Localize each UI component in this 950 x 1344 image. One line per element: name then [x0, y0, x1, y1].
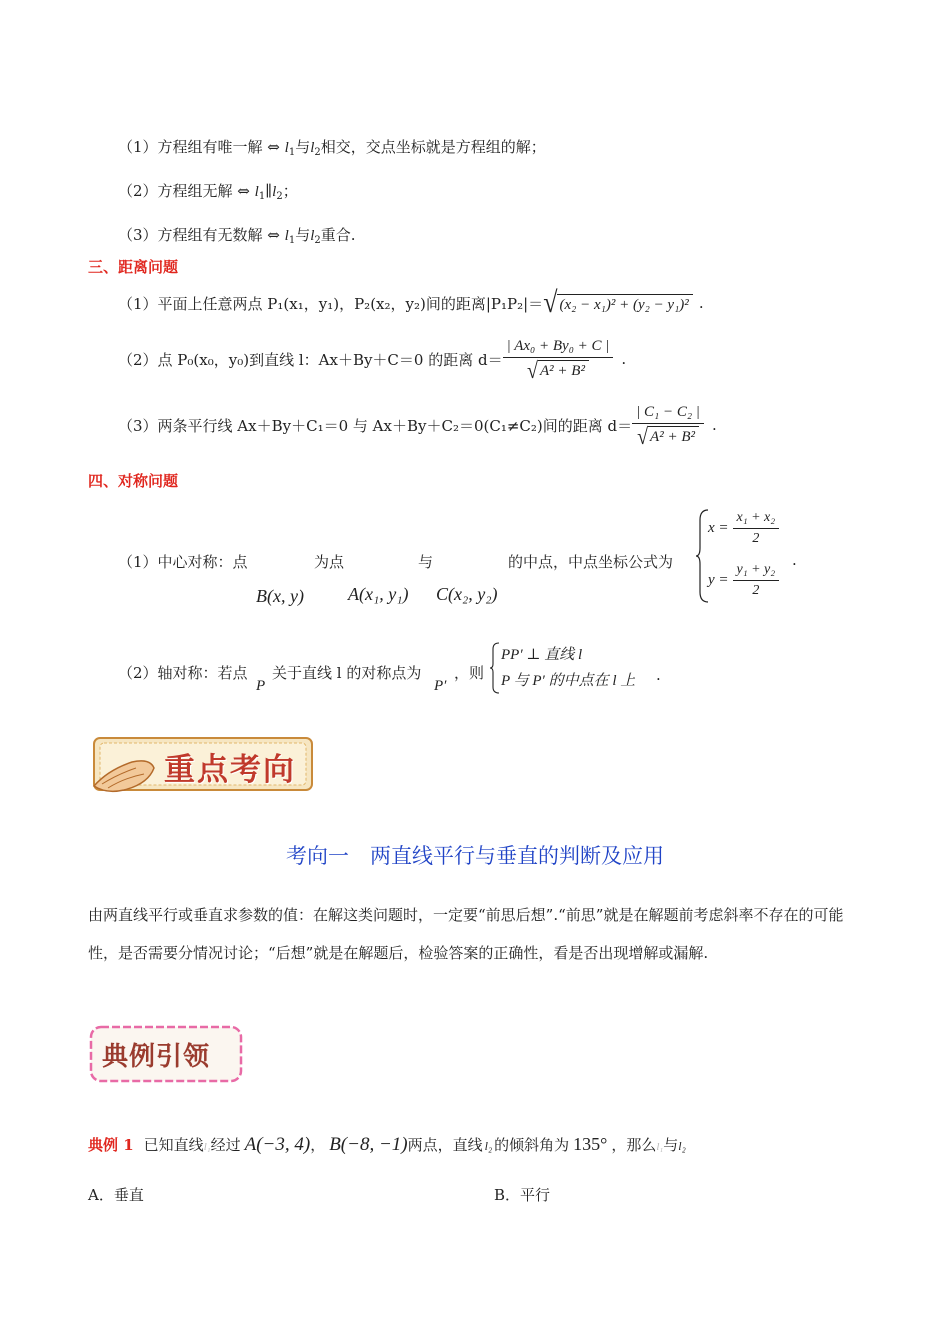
distance-item-1: （1）平面上任意两点 P₁(x₁，y₁)，P₂(x₂，y₂)间的距离|P₁P₂|＝ √ (x₂ − x₁)² + (y₂ − y₁)² . [118, 285, 704, 320]
midpoint-end: . [792, 551, 797, 569]
point-p-prime: P′ [434, 678, 447, 694]
axis-symmetry-cases: PP′ ⊥ 直线 l P 与 P′ 的中点在 l 上 [501, 647, 636, 689]
topic-title: 考向一 两直线平行与垂直的判断及应用 [286, 844, 664, 868]
point-a: A(x₁, y₁) [348, 584, 409, 604]
banner-text: 重点考向 [164, 752, 296, 788]
distance-item-3: （3）两条平行线 Ax＋By＋C₁＝0 与 Ax＋By＋C₂＝0(C₁≠C₂)间的距离 d＝ | C₁ − C₂ | √ A² + B² . [118, 404, 717, 450]
section-title-distance: 三、距离问题 [88, 258, 179, 276]
eq-item-3: （3）方程组有无数解 ⇔ $l_1$与$l_2$重合. [118, 226, 356, 246]
eq-item-1: （1）方程组有唯一解 ⇔ $l_1$与$l_2$相交，交点坐标就是方程组的解； [118, 138, 546, 158]
section-title-symmetry: 四、对称问题 [88, 472, 179, 490]
point-c: C(x₂, y₂) [436, 584, 498, 604]
example-1: 典例 1 已知直线 l₁ 经过 A(−3, 4) ， B(−8, −1) 两点，直线 l₂ 的倾斜角为 135° ，那么 l₁ 与 l₂ [88, 1134, 686, 1155]
midpoint-x-formula: x = $\frac{\text{x₁ + x₂}}{2}$ [708, 510, 779, 547]
sqrt-formula: √ (x₂ − x₁)² + (y₂ − y₁)² [543, 292, 693, 314]
point-p: P [256, 678, 266, 694]
example-banner [88, 1024, 244, 1084]
example-banner-text: 典例引领 [102, 1042, 211, 1072]
symmetry-yu: 与 [418, 553, 434, 571]
intro-paragraph: 由两直线平行或垂直求参数的值：在解这类问题时，一定要“前思后想”.“前思”就是在解题前考虑斜率不存在的可能性，是否需要分情况讨论；“后想”就是在解题后，检验答案的正确性，看是否出现增解或漏解. [88, 906, 844, 962]
distance-item-2: （2）点 P₀(x₀，y₀)到直线 l：Ax＋By＋C＝0 的距离 d＝ | Ax₀ + By₀ + C | √ A² + B² . [118, 338, 627, 384]
symmetry-item-2-mid: 关于直线 l 的对称点为 [272, 664, 422, 682]
point-b: B(x, y) [256, 586, 304, 606]
symmetry-midpoint-text: 的中点，中点坐标公式为 [508, 553, 674, 571]
option-a: A．垂直 [88, 1186, 144, 1204]
symmetry-wei-dian: 为点 [314, 553, 345, 571]
midpoint-y-formula: y = $\frac{\text{y₁ + y₂}}{2}$ [708, 562, 779, 599]
symmetry-item-2-then: ，则 [454, 664, 485, 682]
symmetry-item-2-text: （2）轴对称：若点 [118, 664, 248, 682]
key-direction-banner [88, 734, 318, 796]
option-b: B．平行 [494, 1186, 551, 1204]
symmetry-item-1-text: （1）中心对称：点 [118, 553, 248, 571]
distance-fraction-3: | C₁ − C₂ | √ A² + B² [632, 404, 704, 446]
eq-item-2: （2）方程组无解 ⇔ $l_1\parallel l_2$； [118, 182, 298, 202]
distance-fraction-2: | Ax₀ + By₀ + C | √ A² + B² [503, 338, 614, 380]
axis-symmetry-end: . [656, 666, 661, 684]
brace-icon-2 [490, 642, 500, 694]
